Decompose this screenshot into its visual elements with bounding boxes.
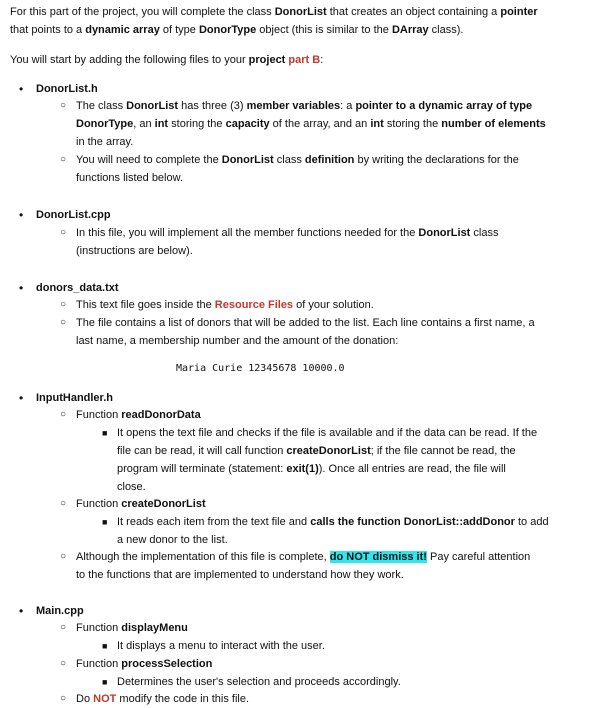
list-item <box>60 406 596 424</box>
list-item-cont <box>76 242 596 260</box>
text: Function <box>76 498 122 510</box>
text: that creates an object containing a <box>326 6 501 18</box>
text: Pay careful attention <box>426 551 531 563</box>
text: The class <box>76 100 127 112</box>
list-item-cont <box>76 566 596 584</box>
circle-bullet-icon: ○ <box>60 299 67 310</box>
list-item-cont <box>117 460 589 478</box>
text: (instructions are below). <box>76 245 193 257</box>
text: Although the implementation of this file is complete, <box>76 551 330 563</box>
text: file can be read, it will call function <box>117 445 287 457</box>
highlighted-warning: do NOT dismiss it! <box>329 551 427 563</box>
text: part B <box>288 54 321 66</box>
text: , an <box>133 118 155 130</box>
list-item <box>60 548 596 566</box>
circle-bullet-icon: ○ <box>60 100 67 111</box>
text: exit(1) <box>286 463 319 475</box>
text: : a <box>340 100 356 112</box>
text: The file contains a list of donors that will be added to the list. Each line contains a first name, a <box>76 317 535 329</box>
list-item-cont <box>117 442 589 460</box>
text: class <box>470 227 499 239</box>
text: a new donor to the list. <box>117 534 228 546</box>
list-item <box>60 151 596 169</box>
text: functions listed below. <box>76 172 184 184</box>
text: storing the <box>168 118 226 130</box>
text: It displays a menu to interact with the user. <box>117 640 325 652</box>
intro-line-2 <box>10 21 600 39</box>
text: to add <box>514 516 549 528</box>
text: DonorType <box>76 118 134 130</box>
text: createDonorList <box>286 445 371 457</box>
text: Function <box>76 622 122 634</box>
text: ; if the file cannot be read, the <box>370 445 516 457</box>
circle-bullet-icon: ○ <box>60 551 67 562</box>
list-item <box>60 619 596 637</box>
donors-data-heading <box>36 279 596 297</box>
list-item-cont <box>76 169 596 187</box>
circle-bullet-icon: ○ <box>60 498 67 509</box>
text: of the array, and an <box>269 118 371 130</box>
text: You will start by adding the following files to your <box>10 54 249 66</box>
list-item <box>102 673 589 691</box>
text: DonorList.cpp <box>36 209 111 221</box>
circle-bullet-icon: ○ <box>60 658 67 669</box>
list-item <box>60 495 596 513</box>
text: DArray <box>391 24 429 36</box>
text: number of elements <box>441 118 546 130</box>
circle-bullet-icon: ○ <box>60 622 67 633</box>
text: int <box>154 118 169 130</box>
circle-bullet-icon: ○ <box>60 317 67 328</box>
text: definition <box>304 154 355 166</box>
text: of type <box>159 24 199 36</box>
text: last name, a membership number and the amount of the donation: <box>76 335 399 347</box>
text: by writing the declarations for the <box>354 154 519 166</box>
text: displayMenu <box>121 622 188 634</box>
text: dynamic array <box>85 24 160 36</box>
list-item-cont <box>117 531 589 549</box>
list-item <box>102 637 589 655</box>
donorlist-h-heading <box>36 80 596 98</box>
circle-bullet-icon: ○ <box>60 227 67 238</box>
square-bullet-icon: ■ <box>102 641 108 651</box>
text: modify the code in this file. <box>116 693 250 705</box>
list-item <box>60 224 596 242</box>
text: object (this is similar to the <box>256 24 392 36</box>
main-cpp-heading <box>36 602 596 620</box>
list-item-cont <box>76 133 596 151</box>
text: DonorList <box>221 154 274 166</box>
text: class <box>273 154 305 166</box>
text: capacity <box>225 118 270 130</box>
text: DonorList <box>274 6 327 18</box>
circle-bullet-icon: ○ <box>60 409 67 420</box>
list-item <box>60 314 596 332</box>
text: It reads each item from the text file and <box>117 516 311 528</box>
text: You will need to complete the <box>76 154 222 166</box>
list-item <box>60 296 596 314</box>
list-item-cont <box>76 332 596 350</box>
text: It opens the text file and checks if the file is available and if the data can be read. If the <box>117 427 538 439</box>
text: Main.cpp <box>36 605 84 617</box>
text: InputHandler.h <box>36 392 113 404</box>
list-item <box>60 655 596 673</box>
text: Function <box>76 409 122 421</box>
text: ). Once all entries are read, the file will <box>318 463 506 475</box>
text: Resource Files <box>214 299 294 311</box>
text: DonorList <box>418 227 471 239</box>
text: program will terminate (statement: <box>117 463 287 475</box>
donorlist-cpp-heading <box>36 206 596 224</box>
text: of your solution. <box>293 299 374 311</box>
square-bullet-icon: ■ <box>102 677 108 687</box>
text: donors_data.txt <box>36 282 119 294</box>
text: DonorList <box>126 100 179 112</box>
text: This text file goes inside the <box>76 299 215 311</box>
square-bullet-icon: ■ <box>102 428 108 438</box>
example-data-line: Maria Curie 12345678 10000.0 <box>176 363 345 374</box>
text: NOT <box>93 693 117 705</box>
text: that points to a <box>10 24 86 36</box>
text: processSelection <box>121 658 213 670</box>
text: For this part of the project, you will complete the class <box>10 6 275 18</box>
text: in the array. <box>76 136 134 148</box>
text: Function <box>76 658 122 670</box>
text: storing the <box>383 118 442 130</box>
text: Determines the user's selection and proceeds accordingly. <box>117 676 401 688</box>
text: int <box>370 118 384 130</box>
list-item-cont <box>117 478 589 496</box>
list-item <box>102 424 589 442</box>
list-item-cont <box>76 115 596 133</box>
text: member variables <box>246 100 341 112</box>
circle-bullet-icon: ○ <box>60 693 67 704</box>
text: readDonorData <box>121 409 201 421</box>
text: to the functions that are implemented to understand how they work. <box>76 569 404 581</box>
text: Do <box>76 693 94 705</box>
list-item <box>60 97 596 115</box>
text: DonorType <box>198 24 257 36</box>
intro-line-1 <box>10 3 600 21</box>
text: project <box>248 54 289 66</box>
text: pointer to a dynamic array of type <box>355 100 533 112</box>
text: class). <box>428 24 464 36</box>
start-line <box>10 51 600 69</box>
text: : <box>320 54 324 66</box>
square-bullet-icon: ■ <box>102 517 108 527</box>
text: In this file, you will implement all the member functions needed for the <box>76 227 419 239</box>
text: calls the function DonorList::addDonor <box>310 516 515 528</box>
list-item <box>102 513 589 531</box>
text: pointer <box>500 6 538 18</box>
text: createDonorList <box>121 498 206 510</box>
text: DonorList.h <box>36 83 98 95</box>
text: has three (3) <box>178 100 247 112</box>
circle-bullet-icon: ○ <box>60 154 67 165</box>
list-item <box>60 690 596 708</box>
text: close. <box>117 481 146 493</box>
inputhandler-heading <box>36 389 596 407</box>
